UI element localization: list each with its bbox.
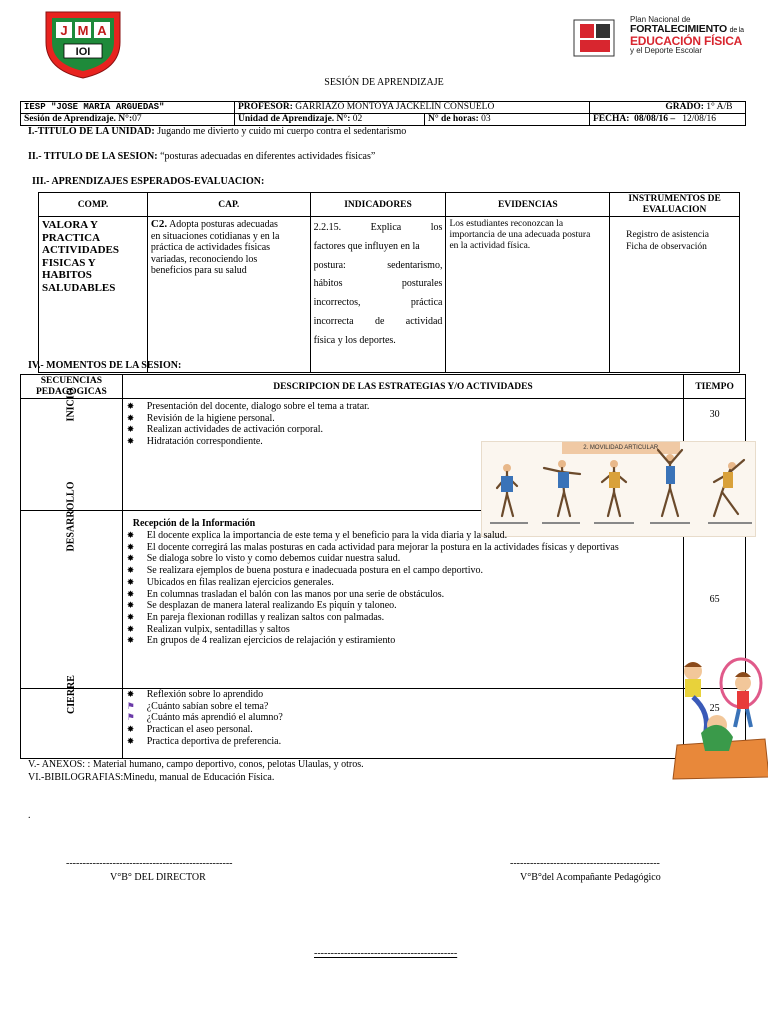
- date-cell: FECHA: 08/08/16 – 12/08/16: [590, 114, 746, 126]
- bullet-icon: ✸: [126, 401, 135, 411]
- col-instrumentos: INSTRUMENTOS DE EVALUACION: [610, 193, 740, 217]
- flag-bullet-icon: ⚑: [126, 700, 135, 711]
- bullet-icon: ✸: [126, 576, 135, 587]
- desarrollo-activities: [122, 511, 683, 689]
- companion-signature-line: ---------------------------------------------: [510, 858, 660, 869]
- teacher-cell: PROFESOR: GARRIAZO MONTOYA JACKELIN CONSUELO: [235, 102, 590, 114]
- logo-letter-m: M: [77, 23, 89, 38]
- indicator-cell: 2.2.15. Explica los factores que influyen en la postura: sedentarismo, hábitos posturales incorrectos, práctica incorrecta de actividad física y los deportes.: [310, 217, 446, 373]
- desarrollo-label: DESARROLLO: [65, 481, 77, 552]
- cierre-label: CIERRE: [65, 675, 77, 714]
- cierre-label-cell: [21, 675, 123, 759]
- moments-heading: IV.- MOMENTOS DE LA SESION:: [28, 360, 182, 371]
- cierre-time: 25: [684, 689, 746, 759]
- list-item: ✸ Se realizara ejemplos de buena postura e inadecuada postura en el campo deportivo.: [126, 565, 483, 577]
- list-item: ✸ Practica deportiva de preferencia.: [126, 735, 282, 747]
- col-evidencias: EVIDENCIAS: [446, 193, 610, 217]
- list-item: ✸ En grupos de 4 realizan ejercicios de relajación y estiramiento: [126, 635, 396, 647]
- col-cap: CAP.: [147, 193, 310, 217]
- cierre-row: [21, 689, 746, 759]
- inicio-time: 30: [684, 399, 746, 511]
- list-item: ✸ Se desplazan de manera lateral realizando Es piquín y taloneo.: [126, 600, 397, 612]
- list-item: ✸ Realizan vulpix, sentadillas y saltos: [126, 623, 290, 635]
- cierre-activities: [122, 689, 683, 759]
- bullet-icon: ✸: [126, 565, 135, 576]
- bullet-icon: ✸: [126, 541, 135, 552]
- col-comp: COMP.: [39, 193, 148, 217]
- header-table: [20, 101, 746, 126]
- moments-table: [20, 374, 746, 759]
- bullet-icon: ✸: [126, 588, 135, 599]
- competency-cell: VALORA Y PRACTICA ACTIVIDADES FISICAS Y HABITOS SALUDABLES: [39, 217, 148, 373]
- bullet-icon: ✸: [126, 735, 135, 746]
- list-item: ⚑ ¿Cuánto sabían sobre el tema?: [126, 700, 269, 712]
- school-name: IESP "JOSE MARIA ARGUEDAS": [21, 102, 235, 114]
- bullet-icon: ✸: [126, 436, 135, 447]
- list-item: ✸ En columnas trasladan el balón con las manos por una serie de obstáculos.: [126, 588, 445, 600]
- bullet-icon: ✸: [126, 611, 135, 622]
- unit-title: I.-TITULO DE LA UNIDAD: Jugando me divierto y cuido mi cuerpo contra el sedentarismo: [28, 126, 407, 137]
- inicio-activities: [122, 399, 683, 511]
- logo-subtext: IOI: [75, 46, 91, 58]
- bullet-icon: ✸: [126, 600, 135, 611]
- bullet-icon: ✸: [126, 412, 135, 423]
- list-item: ✸ El docente corregirá las malas posturas en cada actividad para mejorar la postura en la actividades físicas y deportivas: [126, 541, 619, 553]
- list-item: ✸ El docente explica la importancia de este tema y el beneficio para la vida diaria y la salud.: [126, 530, 508, 541]
- list-item: ✸ Revisión de la higiene personal.: [126, 412, 275, 424]
- plan-line-2: FORTALECIMIENTO de la: [630, 23, 744, 35]
- director-signature-line: --------------------------------------------------: [66, 858, 233, 869]
- list-item: ✸ Se dialoga sobre lo visto y como debemos cuidar nuestra salud.: [126, 553, 401, 565]
- reception-heading: Recepción de la Información: [132, 518, 256, 529]
- plan-line-3: EDUCACIÓN FÍSICA: [630, 33, 743, 48]
- session-number-cell: Sesión de Aprendizaje. N°:07: [21, 114, 235, 126]
- unit-number-cell: Unidad de Aprendizaje. N°: 02: [235, 114, 425, 126]
- desarrollo-label-cell: [21, 481, 123, 689]
- page-title: SESIÓN DE APRENDIZAJE: [324, 77, 444, 88]
- list-item: ✸ Practican el aseo personal.: [126, 724, 253, 736]
- bullet-icon: ✸: [126, 635, 135, 646]
- evidence-cell: Los estudiantes reconozcan la importancia de una adecuada postura en la actividad física.: [446, 217, 610, 373]
- logo-letter-j: J: [60, 23, 68, 38]
- bullet-icon: ✸: [126, 553, 135, 564]
- annexes: V.- ANEXOS: : Material humano, campo deportivo, conos, pelotas Ulaulas, y otros.: [28, 759, 364, 770]
- list-item: ✸ Hidratación correspondiente.: [126, 436, 263, 448]
- bullet-icon: ✸: [126, 623, 135, 634]
- logo-letter-a: A: [97, 23, 107, 38]
- list-item: ✸ Presentación del docente, dialogo sobre el tema a tratar.: [126, 401, 370, 412]
- list-item: ✸ Ubicados en filas realizan ejercicios generales.: [126, 576, 334, 588]
- col-secuencias: SECUENCIAS PEDAGOGICAS: [21, 375, 123, 399]
- hours-cell: N° de horas: 03: [425, 114, 590, 126]
- bullet-icon: ✸: [126, 724, 135, 735]
- list-item: ✸ En pareja flexionan rodillas y realizan saltos con palmadas.: [126, 611, 385, 623]
- stray-dot: .: [28, 810, 31, 821]
- desarrollo-row: [21, 511, 746, 689]
- inicio-row: [21, 399, 746, 511]
- session-title: II.- TITULO DE LA SESION: “posturas adecuadas en diferentes actividades físicas”: [28, 151, 376, 162]
- plan-emblem-icon: [570, 16, 626, 64]
- plan-nacional-logo: [570, 16, 760, 66]
- plan-line-1: Plan Nacional de: [630, 15, 691, 24]
- plan-line-4: y el Deporte Escolar: [630, 45, 703, 55]
- bullet-icon: ✸: [126, 530, 135, 540]
- bullet-icon: ✸: [126, 424, 135, 435]
- competencies-table: [38, 192, 740, 373]
- col-indicadores: INDICADORES: [310, 193, 446, 217]
- kids-illustration: [671, 653, 768, 781]
- bullet-icon: ✸: [126, 689, 135, 699]
- learning-heading: III.- APRENDIZAJES ESPERADOS-EVALUACION:: [32, 176, 265, 187]
- desarrollo-time: 65: [684, 511, 746, 689]
- flag-bullet-icon: ⚑: [126, 712, 135, 723]
- bottom-signature-line: -------------------------------------------: [314, 948, 458, 959]
- companion-signature-label: V°B°del Acompañante Pedagógico: [520, 872, 661, 883]
- grade-cell: GRADO: 1° A/B: [590, 102, 746, 114]
- children-exercising-icon: [671, 653, 768, 781]
- bibliography: VI.-BIBILOGRAFIAS:Minedu, manual de Educación Física.: [28, 772, 275, 783]
- director-signature-label: V°B° DEL DIRECTOR: [110, 872, 206, 883]
- list-item: ✸ Realizan actividades de activación corporal.: [126, 424, 324, 436]
- illustration-title: 2. MOVILIDAD ARTICULAR: [562, 442, 680, 454]
- list-item: ⚑ ¿Cuánto más aprendió el alumno?: [126, 712, 283, 724]
- school-logo: [42, 8, 124, 80]
- col-descripcion: DESCRIPCION DE LAS ESTRATEGIAS Y/O ACTIVIDADES: [122, 375, 683, 399]
- capacity-cell: C2. Adopta posturas adecuadas en situaciones cotidianas y en la práctica de actividades físicas variadas, reconociendo los beneficios para su salud: [147, 217, 310, 373]
- col-tiempo: TIEMPO: [684, 375, 746, 399]
- list-item: ✸ Reflexión sobre lo aprendido: [126, 689, 264, 700]
- inicio-label: INICIO: [65, 387, 77, 422]
- instruments-cell: Registro de asistencia Ficha de observación: [610, 217, 740, 373]
